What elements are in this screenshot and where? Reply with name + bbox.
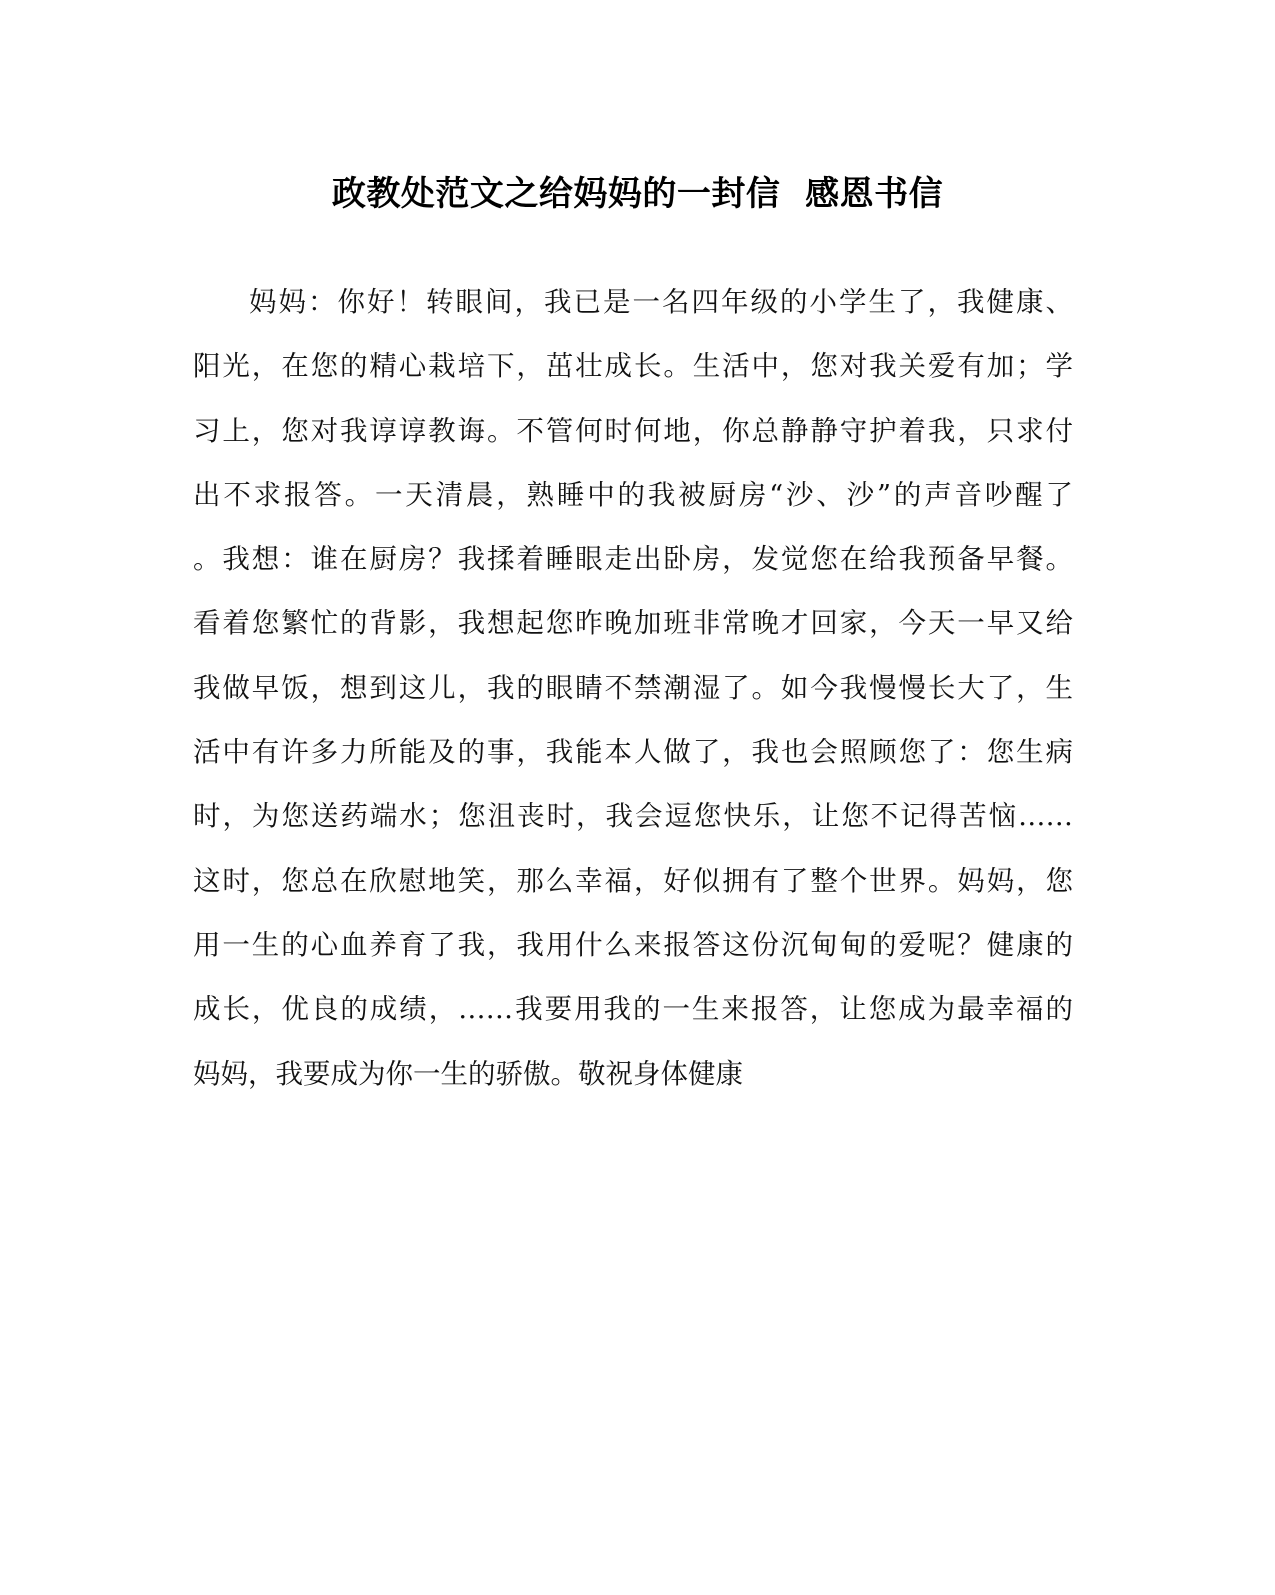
body-line: 。我想：谁在厨房？我揉着睡眼走出卧房，发觉您在给我预备早餐。 — [193, 543, 1073, 576]
body-line: 用一生的心血养育了我，我用什么来报答这份沉甸甸的爱呢？健康的 — [193, 928, 1073, 961]
body-line: 成长，优良的成绩，……我要用我的一生来报答，让您成为最幸福的 — [193, 993, 1073, 1026]
body-line: 这时，您总在欣慰地笑，那么幸福，好似拥有了整个世界。妈妈，您 — [193, 864, 1073, 897]
body-line: 妈妈：你好！转眼间，我已是一名四年级的小学生了，我健康、 — [249, 286, 1073, 318]
body-line: 我做早饭，想到这儿，我的眼睛不禁潮湿了。如今我慢慢长大了，生 — [193, 671, 1073, 704]
body-line: 时，为您送药端水；您沮丧时，我会逗您快乐，让您不记得苦恼…… — [193, 800, 1073, 833]
body-line-last: 妈妈，我要成为你一生的骄傲。敬祝身体健康 — [193, 1057, 743, 1090]
body-line: 出不求报答。一天清晨，熟睡中的我被厨房“沙、沙”的声音吵醒了 — [193, 478, 1073, 511]
body-line: 看着您繁忙的背影，我想起您昨晚加班非常晚才回家，今天一早又给 — [193, 607, 1073, 640]
letter-body — [193, 276, 1073, 1112]
body-line: 阳光，在您的精心栽培下，茁壮成长。生活中，您对我关爱有加；学 — [193, 350, 1073, 383]
body-line: 活中有许多力所能及的事，我能本人做了，我也会照顾您了：您生病 — [193, 736, 1073, 769]
body-line: 习上，您对我谆谆教诲。不管何时何地，你总静静守护着我，只求付 — [193, 414, 1073, 447]
document-title: 政教处范文之给妈妈的一封信 感恩书信 — [331, 174, 944, 214]
